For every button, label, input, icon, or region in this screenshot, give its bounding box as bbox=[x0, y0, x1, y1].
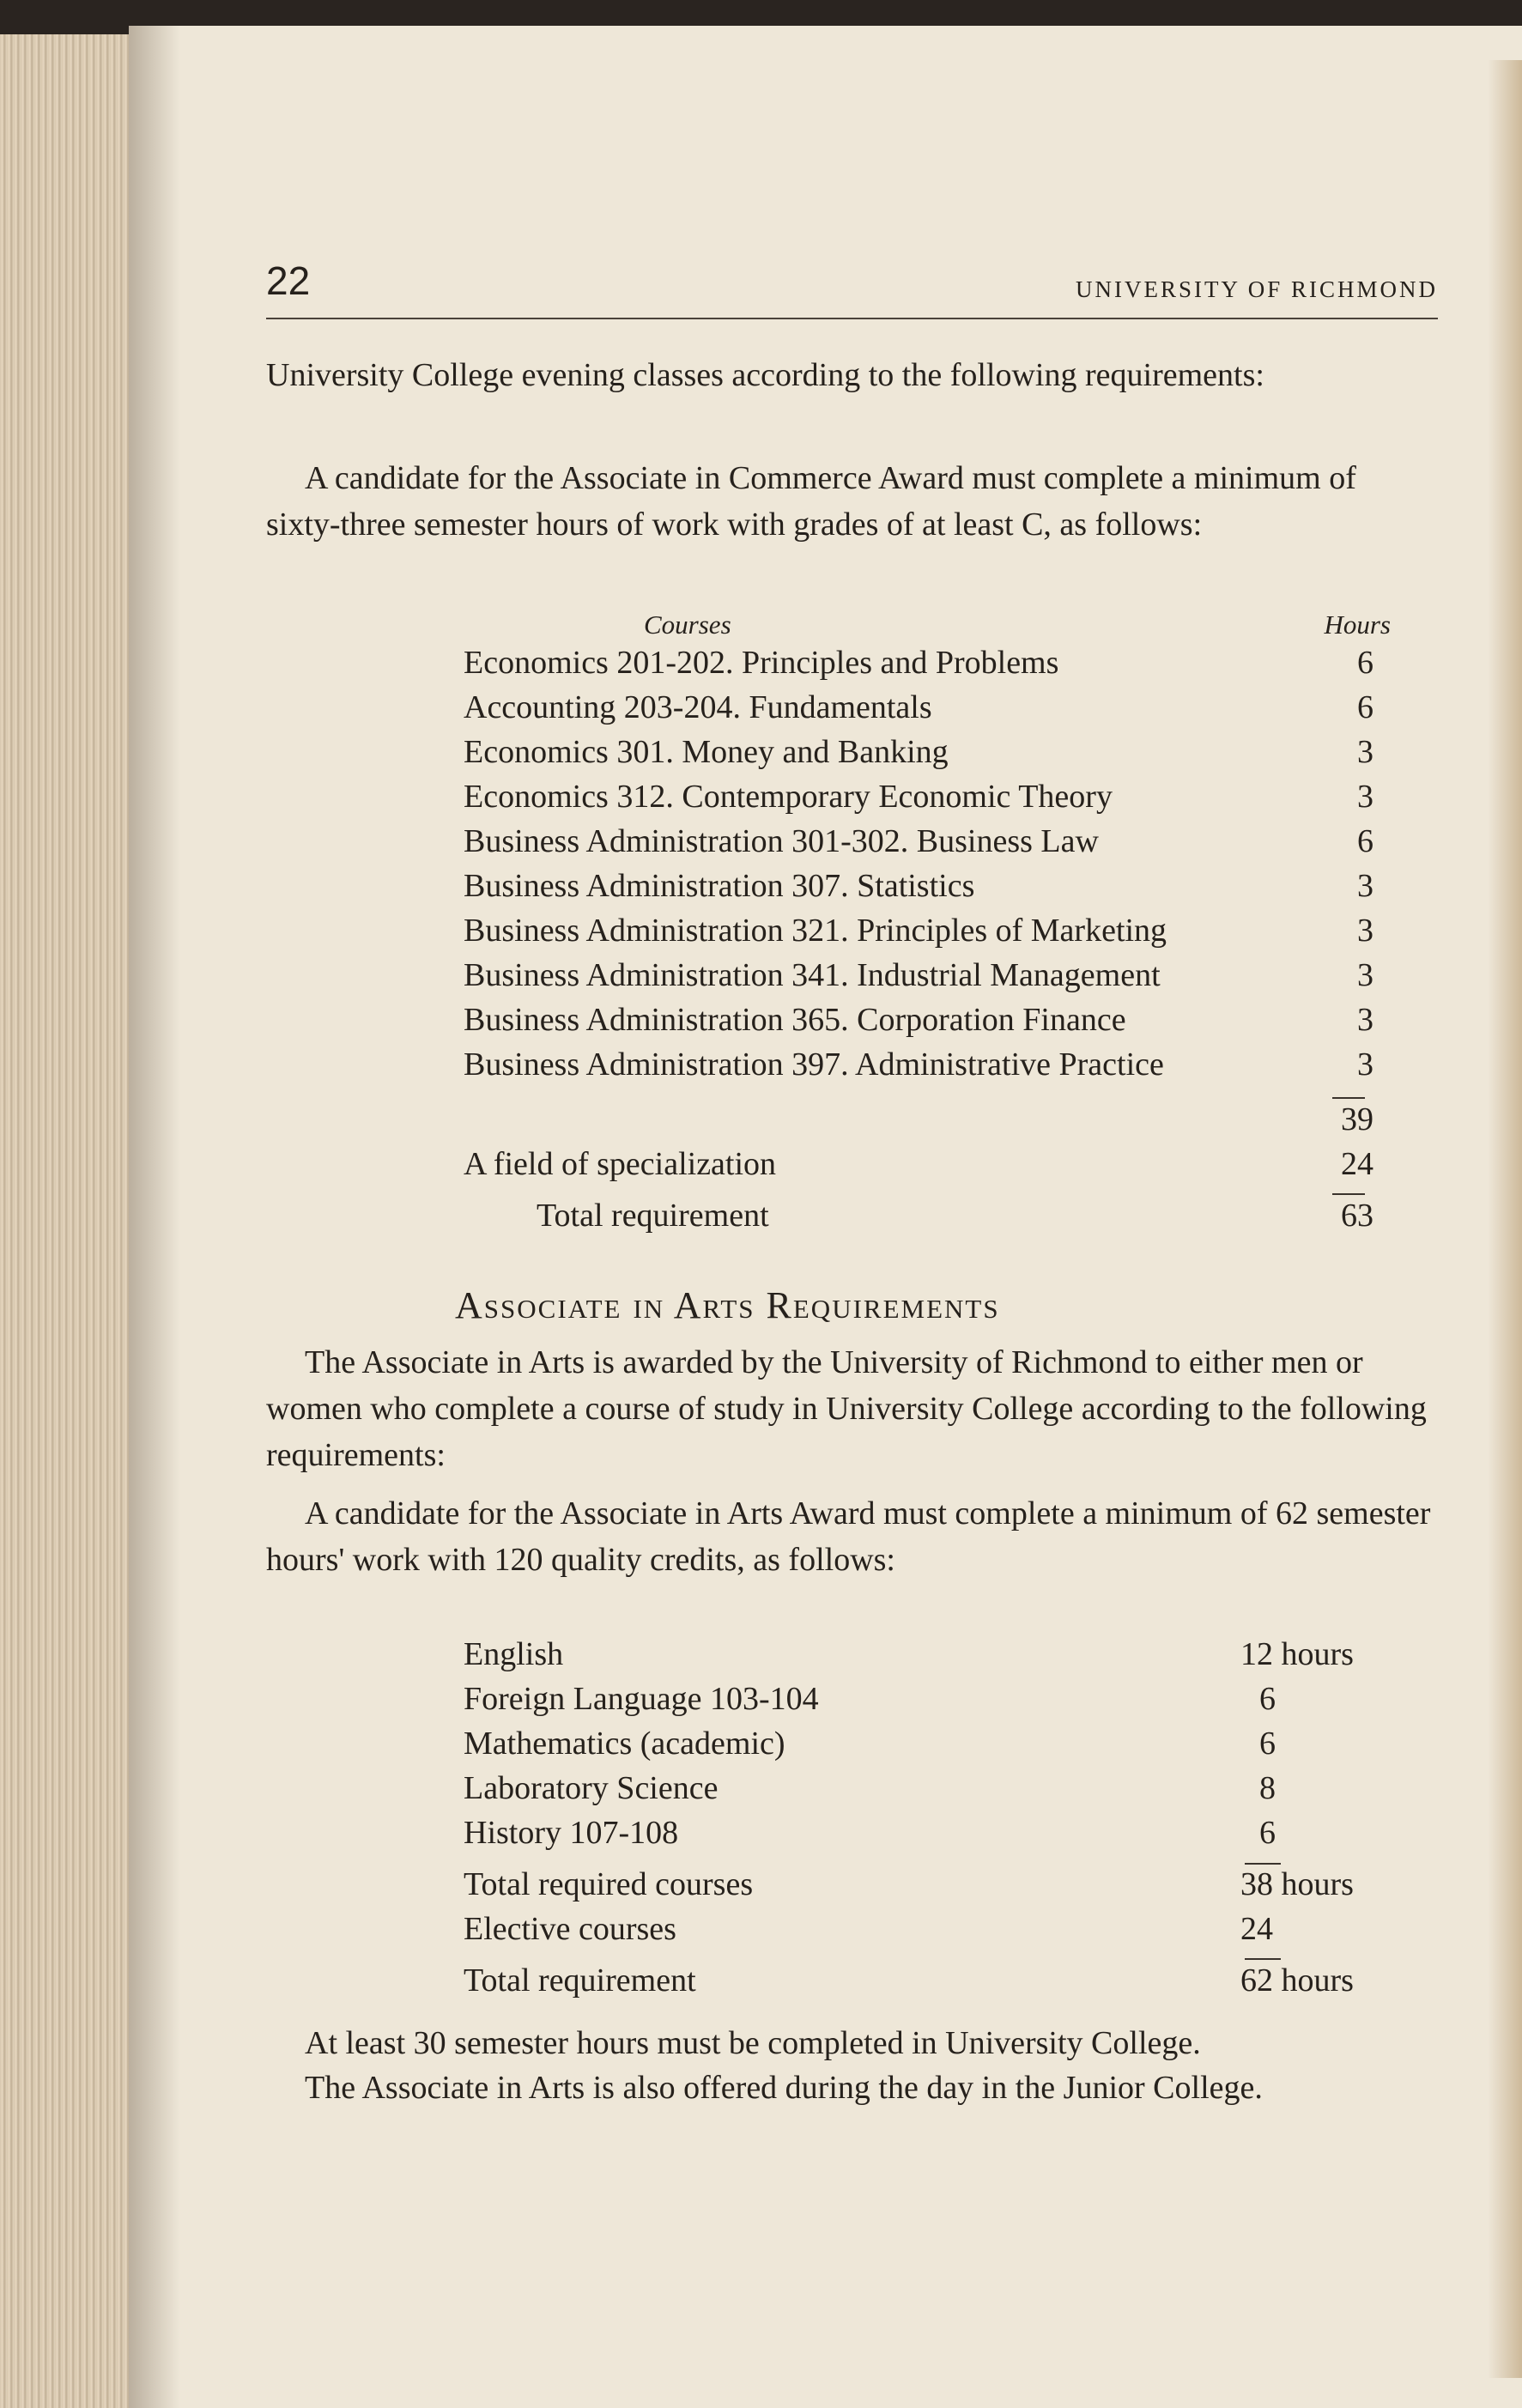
course-name: Mathematics (academic) bbox=[464, 1726, 785, 1762]
intro-paragraph-2: A candidate for the Associate in Commerce Award must complete a minimum of sixty-three semester hours of work with grades of at least C, as follows: bbox=[266, 460, 1356, 543]
table-row bbox=[464, 1001, 1391, 1044]
table-row bbox=[464, 956, 1391, 999]
table-row bbox=[464, 688, 1391, 731]
course-name: Business Administration 321. Principles of Marketing bbox=[464, 913, 1167, 949]
course-hours: 8 bbox=[1259, 1770, 1276, 1806]
table-row bbox=[464, 1635, 1391, 1678]
table-row bbox=[464, 733, 1391, 776]
book-page-edges bbox=[0, 34, 129, 2408]
subtotal-rule bbox=[1245, 1863, 1281, 1865]
course-hours: 6 bbox=[1357, 689, 1373, 725]
col-hours-header: Hours bbox=[1324, 610, 1391, 640]
arts-total-row bbox=[464, 1962, 1391, 2005]
total-label: Total requirement bbox=[537, 1198, 769, 1234]
running-head: UNIVERSITY OF RICHMOND bbox=[1075, 276, 1438, 302]
course-hours: 3 bbox=[1357, 1046, 1373, 1083]
course-name: Accounting 203-204. Fundamentals bbox=[464, 689, 932, 725]
course-hours: 6 bbox=[1357, 645, 1373, 681]
specialization-hours: 24 bbox=[1341, 1146, 1373, 1182]
specialization-row bbox=[464, 1145, 1391, 1188]
page-header bbox=[266, 258, 1438, 326]
course-hours: 3 bbox=[1357, 734, 1373, 770]
arts-course-table bbox=[464, 1635, 1391, 2013]
course-name: Business Administration 365. Corporation Finance bbox=[464, 1002, 1126, 1038]
course-hours: 3 bbox=[1357, 913, 1373, 949]
total-required-label: Total required courses bbox=[464, 1866, 754, 1902]
course-hours: 6 bbox=[1357, 823, 1373, 859]
total-row bbox=[464, 1197, 1391, 1240]
course-hours: 3 bbox=[1357, 868, 1373, 904]
subtotal-rule bbox=[1332, 1097, 1365, 1099]
specialization-label: A field of specialization bbox=[464, 1146, 777, 1182]
arts-paragraph-1: The Associate in Arts is awarded by the University of Richmond to either men or women who complete a course of study in University College according to the following requirements: bbox=[266, 1344, 1427, 1473]
course-name: English bbox=[464, 1636, 564, 1672]
commerce-course-table bbox=[464, 610, 1391, 1245]
course-name: Business Administration 301-302. Business Law bbox=[464, 823, 1099, 859]
table-row bbox=[464, 912, 1391, 955]
page-right-edge bbox=[1488, 60, 1522, 2378]
course-hours: 12 hours bbox=[1240, 1636, 1354, 1672]
total-required-hours: 38 hours bbox=[1240, 1866, 1354, 1902]
total-required-row bbox=[464, 1865, 1391, 1908]
course-name: History 107-108 bbox=[464, 1815, 679, 1851]
course-name: Economics 201-202. Principles and Problems bbox=[464, 645, 1059, 681]
course-name: Business Administration 397. Administrative Practice bbox=[464, 1046, 1164, 1083]
elective-hours: 24 bbox=[1240, 1911, 1273, 1947]
total-hours: 63 bbox=[1341, 1198, 1373, 1234]
page-number: 22 bbox=[266, 258, 311, 303]
course-name: Laboratory Science bbox=[464, 1770, 719, 1806]
table-row bbox=[464, 778, 1391, 821]
course-name: Business Administration 341. Industrial Management bbox=[464, 957, 1161, 993]
col-courses-header: Courses bbox=[644, 610, 731, 640]
subtotal-hours: 39 bbox=[1341, 1101, 1373, 1137]
course-name: Business Administration 307. Statistics bbox=[464, 868, 975, 904]
course-hours: 6 bbox=[1259, 1681, 1276, 1717]
course-name: Economics 312. Contemporary Economic Theory bbox=[464, 779, 1113, 815]
course-name: Foreign Language 103-104 bbox=[464, 1681, 819, 1717]
table-row bbox=[464, 644, 1391, 687]
total-rule bbox=[1332, 1193, 1365, 1195]
course-hours: 3 bbox=[1357, 1002, 1373, 1038]
table-row bbox=[464, 1046, 1391, 1089]
course-hours: 6 bbox=[1259, 1726, 1276, 1762]
arts-paragraph-2: A candidate for the Associate in Arts Award must complete a minimum of 62 semester hours' work with 120 quality credits, as follows: bbox=[266, 1495, 1431, 1578]
table-row bbox=[464, 1725, 1391, 1768]
table-row bbox=[464, 1769, 1391, 1812]
table-row bbox=[464, 822, 1391, 865]
course-hours: 3 bbox=[1357, 779, 1373, 815]
footer-paragraph-1: At least 30 semester hours must be completed in University College. bbox=[305, 2025, 1201, 2061]
total-hours: 62 hours bbox=[1240, 1962, 1354, 1999]
table-row bbox=[464, 867, 1391, 910]
header-rule bbox=[266, 318, 1438, 319]
table-row bbox=[464, 1680, 1391, 1723]
total-label: Total requirement bbox=[464, 1962, 696, 1999]
intro-paragraph-1: University College evening classes according to the following requirements: bbox=[266, 357, 1264, 393]
elective-row bbox=[464, 1910, 1391, 1953]
elective-label: Elective courses bbox=[464, 1911, 676, 1947]
gutter-shadow bbox=[129, 26, 180, 2408]
course-name: Economics 301. Money and Banking bbox=[464, 734, 949, 770]
arts-section-heading: Associate in Arts Requirements bbox=[455, 1284, 1000, 1326]
footer-paragraph-2: The Associate in Arts is also offered during the day in the Junior College. bbox=[305, 2070, 1263, 2106]
course-hours: 3 bbox=[1357, 957, 1373, 993]
table-row bbox=[464, 1814, 1391, 1857]
course-hours: 6 bbox=[1259, 1815, 1276, 1851]
total-rule bbox=[1245, 1958, 1281, 1960]
subtotal-row bbox=[464, 1101, 1391, 1143]
